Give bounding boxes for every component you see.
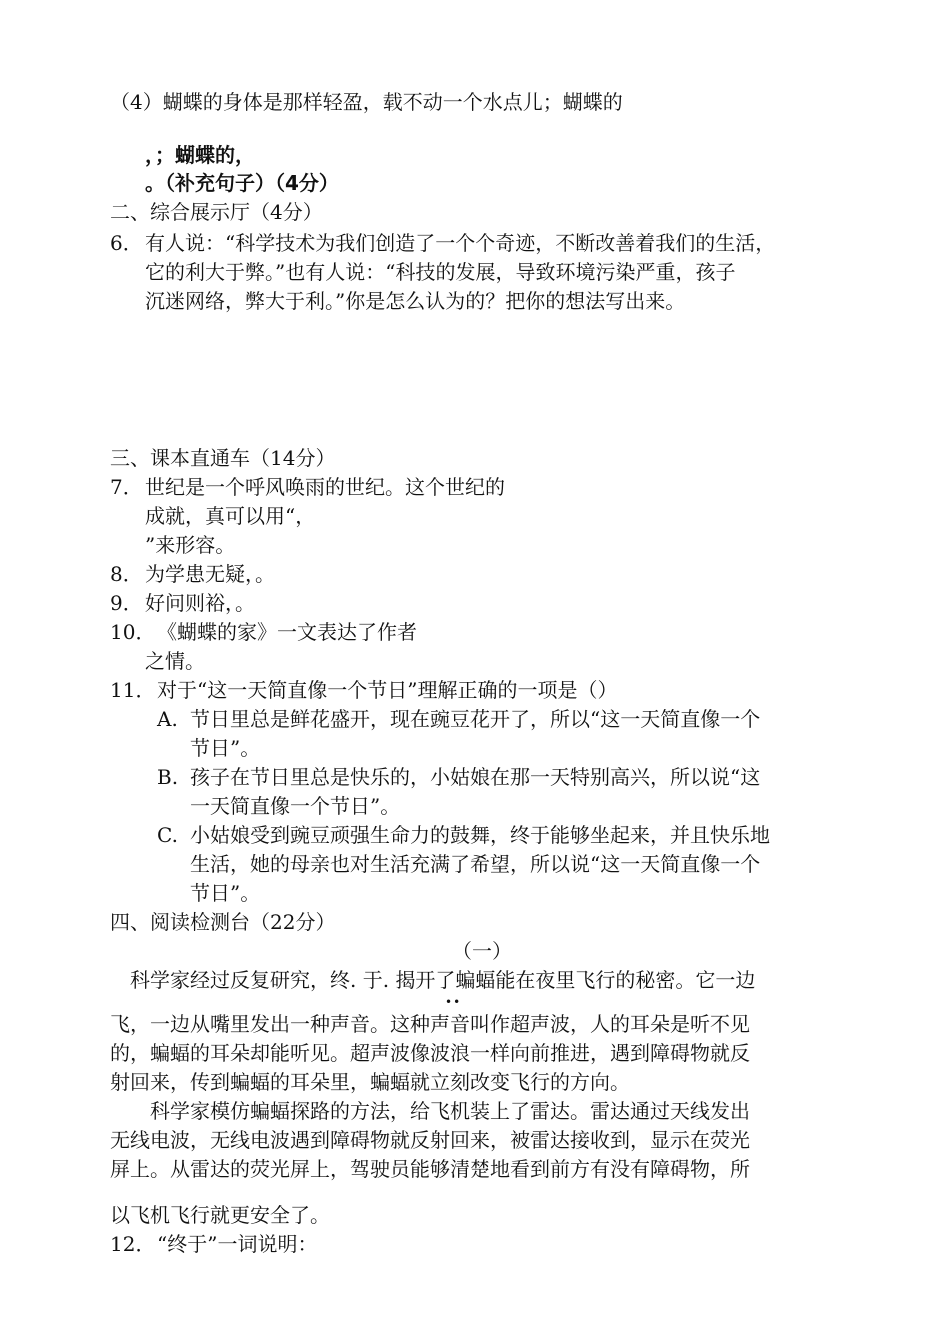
q11-stem: 对于“这一天简直像一个节日”理解正确的一项是（） (157, 678, 618, 702)
q11-option-b-line1: 孩子在节日里总是快乐的，小姑娘在那一天特别高兴，所以说“这 (190, 765, 761, 789)
passage-p1-line1: 科学家经过反复研究，终. 于. 揭开了蝙蝠能在夜里飞行的秘密。它一边 (130, 968, 756, 992)
passage-p2-line4: 以飞机飞行就更安全了。 (110, 1203, 330, 1227)
q12-number: 12． (110, 1232, 156, 1256)
emphasized-char-yu: 于 (362, 968, 383, 992)
q11-option-c-line1: 小姑娘受到豌豆顽强生命力的鼓舞，终于能够坐起来，并且快乐地 (190, 823, 770, 847)
q11-option-c-line3: 节日”。 (190, 881, 261, 905)
passage-p1-post: 揭开了蝙蝠能在夜里飞行的秘密。它一边 (395, 968, 756, 992)
q11-option-a-label: A. (157, 707, 178, 731)
q12-text: “终于”一词说明： (157, 1232, 318, 1256)
q11-number: 11． (110, 678, 156, 702)
q7-line2: 成就，真可以用“， (145, 504, 316, 528)
section2-heading: 二、综合展示厅（4分） (110, 200, 323, 224)
q7-line3: ”来形容。 (145, 533, 236, 557)
q11-option-a-line1: 节日里总是鲜花盛开，现在豌豆花开了，所以“这一天简直像一个 (190, 707, 761, 731)
passage-p1-line3: 的，蝙蝠的耳朵却能听见。超声波像波浪一样向前推进，遇到障碍物就反 (110, 1041, 750, 1065)
q11-option-c-label: C. (157, 823, 178, 847)
q10-line1: 《蝴蝶的家》一文表达了作者 (157, 620, 417, 644)
q8-number: 8． (110, 562, 143, 586)
q7-number: 7． (110, 475, 143, 499)
passage-p2-line2: 无线电波，无线电波遇到障碍物就反射回来，被雷达接收到，显示在荧光 (110, 1128, 750, 1152)
q10-line2: 之情。 (145, 649, 205, 673)
q9-number: 9． (110, 591, 143, 615)
q6-line1: 有人说：“科学技术为我们创造了一个个奇迹，不断改善着我们的生活， (145, 231, 776, 255)
q4-line1: （4）蝴蝶的身体是那样轻盈，载不动一个水点儿；蝴蝶的 (110, 90, 623, 114)
emphasized-char-zhong: 终 (330, 968, 350, 992)
q11-option-c-line2: 生活，她的母亲也对生活充满了希望，所以说“这一天简直像一个 (190, 852, 761, 876)
q9-text: 好问则裕，。 (145, 591, 255, 615)
q8-text: 为学患无疑，。 (145, 562, 275, 586)
passage-p1-pre: 科学家经过反复研究， (130, 968, 330, 992)
passage-p2-line1: 科学家模仿蝙蝠探路的方法，给飞机装上了雷达。雷达通过天线发出 (150, 1099, 750, 1123)
section3-heading: 三、课本直通车（14分） (110, 446, 336, 470)
passage-p1-line4: 射回来，传到蝙蝠的耳朵里，蝙蝠就立刻改变飞行的方向。 (110, 1070, 630, 1094)
q11-option-b-label: B. (157, 765, 179, 789)
q7-line1: 世纪是一个呼风唤雨的世纪。这个世纪的 (145, 475, 505, 499)
q11-option-b-line2: 一天简直像一个节日”。 (190, 794, 401, 818)
emphasis-dots: •• (445, 995, 462, 1009)
q6-number: 6． (110, 231, 143, 255)
q10-number: 10． (110, 620, 156, 644)
section4-heading: 四、阅读检测台（22分） (110, 910, 336, 934)
q4-line2: ，；蝴蝶的， (145, 143, 255, 167)
passage-title: （一） (452, 939, 512, 963)
q6-line2: 它的利大于弊。”也有人说：“科技的发展，导致环境污染严重，孩子 (145, 260, 736, 284)
q11-option-a-line2: 节日”。 (190, 736, 261, 760)
passage-p1-line2: 飞，一边从嘴里发出一种声音。这种声音叫作超声波，人的耳朵是听不见 (110, 1012, 750, 1036)
passage-p2-line3: 屏上。从雷达的荧光屏上，驾驶员能够清楚地看到前方有没有障碍物，所 (110, 1157, 750, 1181)
q4-line3: 。（补充句子）（4分） (145, 171, 339, 195)
q6-line3: 沉迷网络，弊大于利。”你是怎么认为的？把你的想法写出来。 (145, 289, 686, 313)
